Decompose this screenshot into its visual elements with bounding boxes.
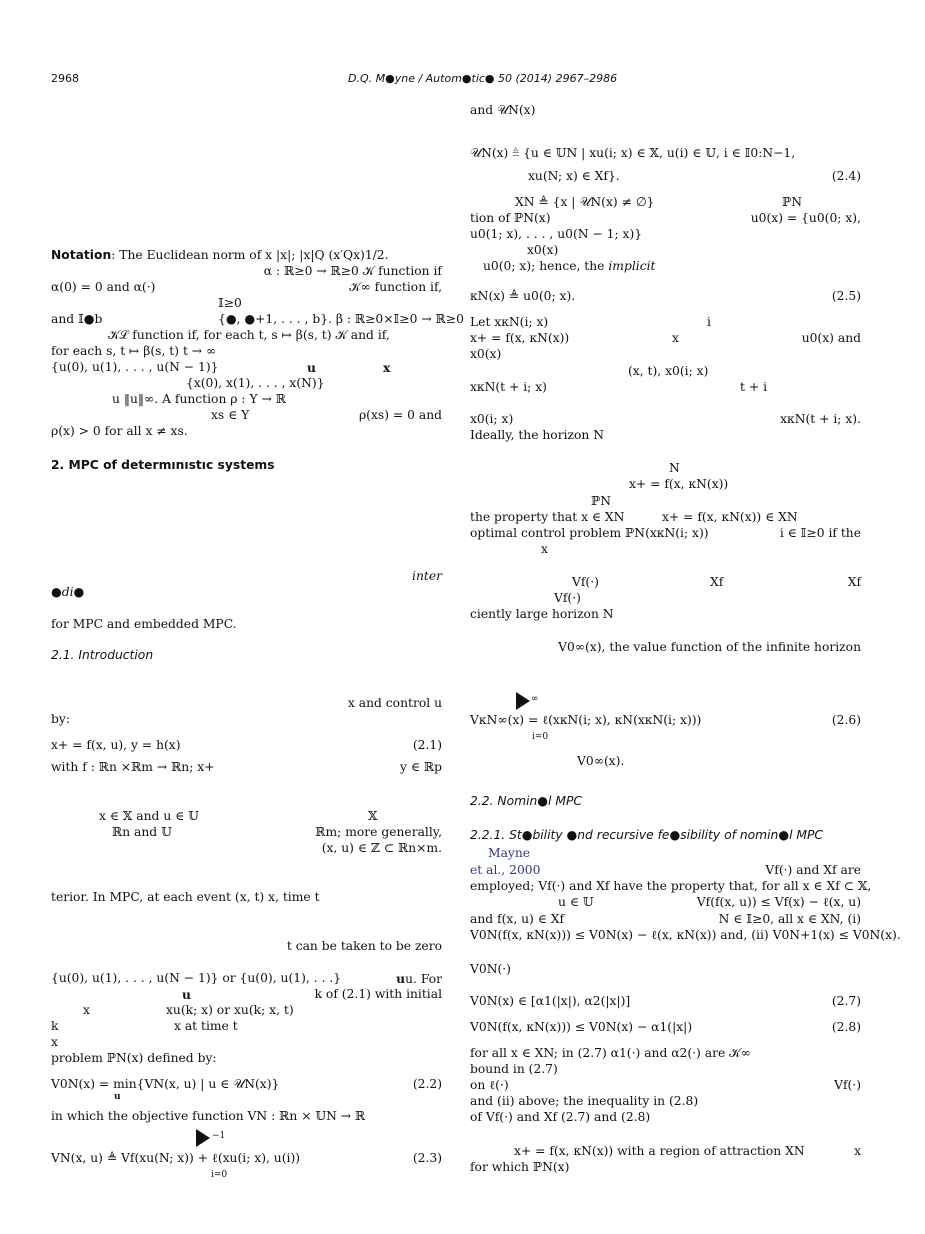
and-un-text: and 𝒰N(x) xyxy=(470,103,536,117)
notation-line-4: 𝕀≥0 xyxy=(218,296,242,310)
equation-2-2-sub: u xyxy=(114,1092,121,1102)
equation-2-1-number: (2.1) xyxy=(412,738,442,752)
vn-inequality-text: V0N(f(x, κN(x))) ≤ V0N(x) − ℓ(x, κN(x)) and, (ii) V0N+1(x) ≤ V0N(x). xyxy=(470,928,901,942)
v0n-text: V0N(·) xyxy=(470,962,511,976)
x0-text: x0(x) xyxy=(527,243,559,257)
property-xplus: x+ = f(x, κN(x)) ∈ XN xyxy=(662,510,798,524)
xu-x: x xyxy=(83,1003,90,1017)
equation-2-7-number: (2.7) xyxy=(831,994,861,1008)
above-text: and (ii) above; the inequality in (2.8) xyxy=(470,1094,699,1108)
notation-line-3b: 𝒦∞ function if, xyxy=(349,280,442,294)
sequence-u: u xyxy=(182,987,191,1002)
for-which-text: for which ℙN(x) xyxy=(470,1160,570,1174)
vf-text: Vf(·) xyxy=(572,575,599,589)
xf-text-2: Xf xyxy=(847,575,861,589)
equation-2-6: VκN∞(x) = ℓ(xκN(i; x), κN(xκN(i; x))) xyxy=(470,713,702,727)
region-x: x xyxy=(854,1144,861,1158)
notation-line-2: α : ℝ≥0 → ℝ≥0 𝒦 function if xyxy=(263,264,442,278)
xplus-x: x xyxy=(672,331,679,345)
subsection-2-2-1: 2.2.1. St●bility ●nd recursive fe●sibility of nomin●l MPC xyxy=(470,828,824,842)
equation-2-7: V0N(x) ∈ [α1(|x|), α2(|x|)] xyxy=(470,994,631,1008)
vf-xf-are: Vf(·) and Xf are xyxy=(765,863,861,877)
xplus-kn-text: x+ = f(x, κN(x)) xyxy=(629,477,729,491)
sequence-k-text: k of (2.1) with initial xyxy=(314,987,442,1001)
of-vf-text: of Vf(·) and Xf (2.7) and (2.8) xyxy=(470,1110,651,1124)
n-var: N xyxy=(669,461,680,475)
sequence-u-for: uu. For xyxy=(396,971,442,986)
constraint-text-b: 𝕏 xyxy=(368,809,378,823)
k-var: k xyxy=(51,1019,59,1033)
constraint-text-c: ℝn and 𝕌 xyxy=(112,825,172,839)
running-title: D.Q. M●yne / Autom●tic● 50 (2014) 2967–2986 xyxy=(348,72,618,85)
sum-symbol-icon xyxy=(516,692,530,710)
notation-line-5a: and 𝕀●b xyxy=(51,312,103,326)
by-text: by: xyxy=(51,712,70,726)
vinf-text-2: V0∞(x). xyxy=(577,754,625,768)
equation-2-6-number: (2.6) xyxy=(831,713,861,727)
for-all-text: for all x ∈ XN; in (2.7) α1(·) and α2(·) are 𝒦∞ xyxy=(470,1046,751,1060)
blotted-word: ●di● xyxy=(51,585,85,599)
notation-line-5b: {●, ●+1, . . . , b}. β : ℝ≥0×𝕀≥0 → ℝ≥0 xyxy=(218,312,464,326)
with-f-text: with f : ℝn ×ℝm → ℝn; x+ xyxy=(51,760,215,774)
equation-2-2-number: (2.2) xyxy=(412,1077,442,1091)
mayne-citation-link[interactable]: Mayne xyxy=(488,846,531,860)
x0x-text: x0(x) xyxy=(470,347,502,361)
equation-2-8: V0N(f(x, κN(x))) ≤ V0N(x) − α1(|x|) xyxy=(470,1020,693,1034)
notation-line-8c: x xyxy=(383,360,391,375)
mpc-embedded-text: for MPC and embedded MPC. xyxy=(51,617,237,631)
notation-line-9: {x(0), x(1), . . . , x(N)} xyxy=(186,376,325,390)
sum-symbol-icon xyxy=(196,1129,210,1147)
y-in-rp: y ∈ ℝp xyxy=(400,760,442,774)
equation-2-3-bot: i=0 xyxy=(211,1170,228,1180)
xu-trajectory: xu(k; x) or xu(k; x, t) xyxy=(166,1003,294,1017)
equation-2-1: x+ = f(x, u), y = h(x) xyxy=(51,738,181,752)
xf-text: Xf xyxy=(710,575,724,589)
xkn-ti-end: xκN(t + i; x). xyxy=(780,412,861,426)
equation-2-8-number: (2.8) xyxy=(831,1020,861,1034)
equation-2-4-line-2: xu(N; x) ∈ Xf}. xyxy=(528,169,620,183)
u0-line-2: u0(1; x), . . . , u0(N − 1; x)} xyxy=(470,227,643,241)
x-at-time-t: x at time t xyxy=(174,1019,238,1033)
optimal-control-text: optimal control problem ℙN(xκN(i; x)) xyxy=(470,526,709,540)
equation-2-3: VN(x, u) ≜ Vf(xu(N; x)) + ℓ(xu(i; x), u(i)) xyxy=(51,1151,301,1165)
let-i-text: i xyxy=(707,315,711,329)
x-var-2: x xyxy=(541,542,548,556)
equation-2-4-number: (2.4) xyxy=(831,169,861,183)
vf-inequality: Vf(f(x, u)) ≤ Vf(x) − ℓ(x, u) xyxy=(696,895,861,909)
subsection-2-1: 2.1. Introduction xyxy=(51,648,154,662)
xn-definition: XN ≜ {x | 𝒰N(x) ≠ ∅} xyxy=(515,195,655,209)
equation-2-4-line-1: 𝒰N(x) ≜ {u ∈ 𝕌N | xu(i; x) ∈ 𝕏, u(i) ∈ 𝕌, i ∈ 𝕀0:N−1, xyxy=(470,146,796,160)
sequence-text: {u(0), u(1), . . . , u(N − 1)} or {u(0), u(1), . . .} xyxy=(51,971,342,985)
vinf-text: V0∞(x), the value function of the infinite horizon xyxy=(558,640,861,654)
vf-text-2: Vf(·) xyxy=(554,591,581,605)
tion-of-pn: tion of ℙN(x) xyxy=(470,211,551,225)
t-plus-i: t + i xyxy=(740,380,767,394)
region-text: x+ = f(x, κN(x)) with a region of attraction XN xyxy=(514,1144,805,1158)
equation-2-3-top: −1 xyxy=(212,1131,226,1141)
notation-line-8b: u xyxy=(307,360,316,375)
section-2-heading: 2. MPC of determınıstıc systems xyxy=(51,458,275,472)
terior-text: terior. In MPC, at each event (x, t) x, time t xyxy=(51,890,320,904)
notation-line-6: 𝒦ℒ function if, for each t, s ↦ β(s, t) 𝒦 and if, xyxy=(108,328,390,342)
notation-line-8a: {u(0), u(1), . . . , u(N − 1)} xyxy=(51,360,219,374)
and-f-text: and f(x, u) ∈ Xf xyxy=(470,912,565,926)
equation-2-6-top: ∞ xyxy=(531,694,539,704)
notation-line-3a: α(0) = 0 and α(·) xyxy=(51,280,156,294)
u0-definition: u0(x) = {u0(0; x), xyxy=(750,211,861,225)
notation-line-1: Notation: The Euclidean norm of x |x|; |x|Q (x′Qx)1/2. xyxy=(51,248,389,262)
equation-2-6-bot: i=0 xyxy=(532,732,549,742)
u-in-u: u ∈ 𝕌 xyxy=(558,895,594,909)
ideally-text: Ideally, the horizon N xyxy=(470,428,604,442)
ciently-text: ciently large horizon N xyxy=(470,607,614,621)
bound-text: bound in (2.7) xyxy=(470,1062,558,1076)
xkn-ti-text: xκN(t + i; x) xyxy=(470,380,547,394)
notation-line-12: ρ(x) > 0 for all x ≠ xs. xyxy=(51,424,188,438)
subsection-2-2: 2.2. Nomin●l MPC xyxy=(470,794,582,808)
pn-symbol: ℙN xyxy=(782,195,803,209)
notation-line-7: for each s, t ↦ β(s, t) t → ∞ xyxy=(51,344,217,358)
notation-label: Notation xyxy=(51,248,112,262)
inter-word: inter xyxy=(412,569,442,583)
xt-x0i-text: (x, t), x0(i; x) xyxy=(628,364,709,378)
equation-2-2: V0N(x) = min{VN(x, u) | u ∈ 𝒰N(x)} xyxy=(51,1077,280,1091)
vf-dot-text: Vf(·) xyxy=(834,1078,861,1092)
x-var: x xyxy=(51,1035,58,1049)
xplus-text: x+ = f(x, κN(x)) xyxy=(470,331,570,345)
state-control-text: x and control u xyxy=(347,696,442,710)
property-text: the property that x ∈ XN xyxy=(470,510,625,524)
constraint-text-a: x ∈ 𝕏 and u ∈ 𝕌 xyxy=(99,809,199,823)
constraint-text-d: ℝm; more generally, xyxy=(315,825,442,839)
u0x-and: u0(x) and xyxy=(801,331,861,345)
on-l-text: on ℓ(·) xyxy=(470,1078,509,1092)
problem-pn-text: problem ℙN(x) defined by: xyxy=(51,1051,217,1065)
t-zero-text: t can be taken to be zero xyxy=(286,939,442,953)
notation-line-10: u ‖u‖∞. A function ρ : Y → ℝ xyxy=(112,392,286,406)
page-number: 2968 xyxy=(51,72,79,85)
constraint-text-e: (x, u) ∈ ℤ ⊂ ℝn×m. xyxy=(321,841,442,855)
pn-symbol-2: ℙN xyxy=(591,494,612,508)
equation-2-3-number: (2.3) xyxy=(412,1151,442,1165)
x0i-text: x0(i; x) xyxy=(470,412,514,426)
optimal-if-text: i ∈ 𝕀≥0 if the xyxy=(779,526,861,540)
notation-line-11a: xs ∈ Y xyxy=(211,408,250,422)
implicit-text: u0(0; x); hence, the implicit xyxy=(483,259,656,273)
etal-citation-link[interactable]: et al., 2000 xyxy=(470,863,541,877)
equation-2-5-number: (2.5) xyxy=(831,289,861,303)
n-all-x-text: N ∈ 𝕀≥0, all x ∈ XN, (i) xyxy=(718,912,861,926)
let-xkn-text: Let xκN(i; x) xyxy=(470,315,549,329)
objective-text: in which the objective function VN : ℝn × 𝕌N → ℝ xyxy=(51,1109,366,1123)
equation-2-5: κN(x) ≜ u0(0; x). xyxy=(470,289,576,303)
employed-text: employed; Vf(·) and Xf have the property that, for all x ∈ Xf ⊂ 𝕏, xyxy=(470,879,872,893)
notation-line-11b: ρ(xs) = 0 and xyxy=(358,408,442,422)
